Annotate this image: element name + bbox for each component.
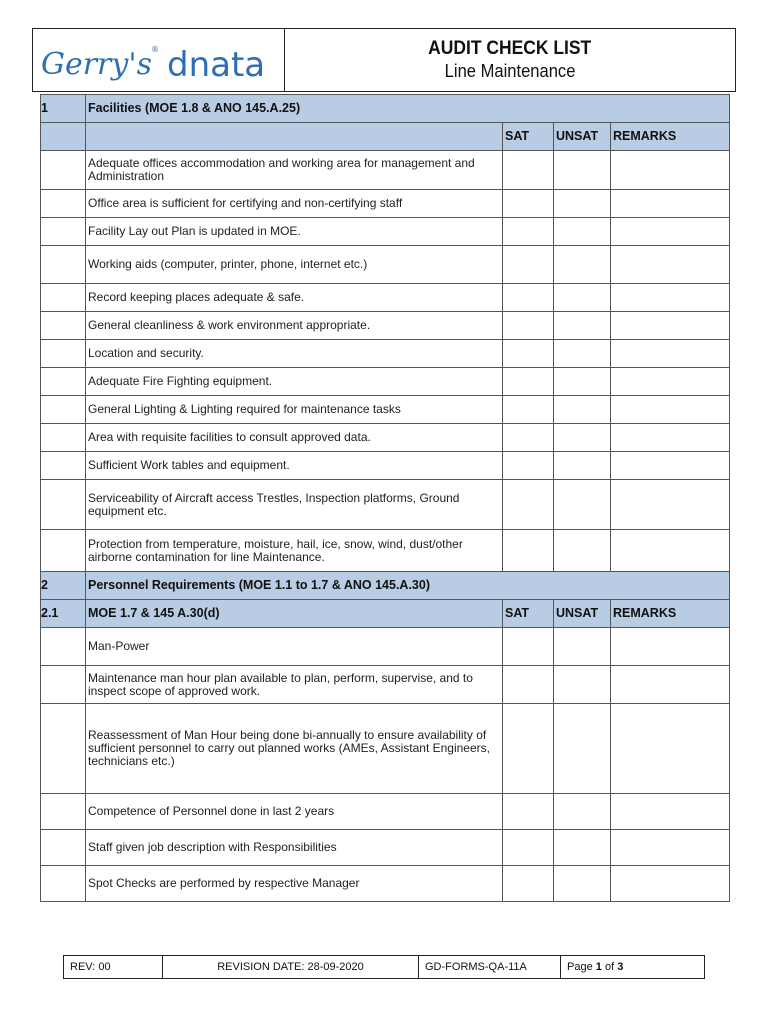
remarks-cell[interactable] bbox=[611, 368, 730, 396]
item-description: Adequate offices accommodation and working area for management and Administration bbox=[86, 151, 503, 190]
remarks-cell[interactable] bbox=[611, 794, 730, 830]
remarks-cell[interactable] bbox=[611, 190, 730, 218]
sat-header: SAT bbox=[503, 123, 554, 151]
remarks-header: REMARKS bbox=[611, 600, 730, 628]
unsat-cell[interactable] bbox=[554, 794, 611, 830]
sat-cell[interactable] bbox=[503, 666, 554, 704]
item-number-cell bbox=[41, 704, 86, 794]
item-description: Office area is sufficient for certifying and non-certifying staff bbox=[86, 190, 503, 218]
unsat-cell[interactable] bbox=[554, 151, 611, 190]
unsat-header: UNSAT bbox=[554, 123, 611, 151]
checklist-row bbox=[41, 452, 730, 480]
checklist-row bbox=[41, 666, 730, 704]
item-description: Protection from temperature, moisture, hail, ice, snow, wind, dust/other airborne contamination for line Maintenance. bbox=[86, 530, 503, 572]
section-2-1-column-header bbox=[41, 600, 730, 628]
item-description: Location and security. bbox=[86, 340, 503, 368]
item-description: Competence of Personnel done in last 2 years bbox=[86, 794, 503, 830]
checklist-row bbox=[41, 794, 730, 830]
checklist-row bbox=[41, 190, 730, 218]
revision-number: REV: 00 bbox=[64, 956, 163, 979]
sat-cell[interactable] bbox=[503, 794, 554, 830]
sat-cell[interactable] bbox=[503, 480, 554, 530]
page-of: of bbox=[604, 961, 615, 973]
checklist-row bbox=[41, 368, 730, 396]
unsat-cell[interactable] bbox=[554, 480, 611, 530]
sat-cell[interactable] bbox=[503, 530, 554, 572]
section-2-heading bbox=[41, 572, 730, 600]
checklist-row bbox=[41, 530, 730, 572]
item-number-cell bbox=[41, 480, 86, 530]
item-description: Serviceability of Aircraft access Trestles, Inspection platforms, Ground equipment etc. bbox=[86, 480, 503, 530]
item-description: Man-Power bbox=[86, 628, 503, 666]
section-number: 1 bbox=[41, 95, 86, 123]
remarks-cell[interactable] bbox=[611, 246, 730, 284]
page-current: 1 bbox=[595, 961, 602, 973]
item-number-cell bbox=[41, 628, 86, 666]
item-description: Sufficient Work tables and equipment. bbox=[86, 452, 503, 480]
sat-cell[interactable] bbox=[503, 368, 554, 396]
sat-cell[interactable] bbox=[503, 424, 554, 452]
item-description: General Lighting & Lighting required for maintenance tasks bbox=[86, 396, 503, 424]
unsat-cell[interactable] bbox=[554, 340, 611, 368]
remarks-cell[interactable] bbox=[611, 704, 730, 794]
remarks-cell[interactable] bbox=[611, 151, 730, 190]
sat-cell[interactable] bbox=[503, 452, 554, 480]
item-description: Spot Checks are performed by respective Manager bbox=[86, 866, 503, 902]
remarks-cell[interactable] bbox=[611, 480, 730, 530]
checklist-row bbox=[41, 218, 730, 246]
item-number-cell bbox=[41, 190, 86, 218]
page-prefix: Page bbox=[567, 961, 593, 973]
section-title: Personnel Requirements (MOE 1.1 to 1.7 & ANO 145.A.30) bbox=[86, 572, 730, 600]
svg-text:Gerry's: Gerry's bbox=[41, 47, 152, 82]
document-footer bbox=[63, 955, 705, 979]
remarks-cell[interactable] bbox=[611, 530, 730, 572]
sat-header: SAT bbox=[503, 600, 554, 628]
unsat-cell[interactable] bbox=[554, 246, 611, 284]
document-subtitle: Line Maintenance bbox=[444, 61, 576, 81]
item-number-cell bbox=[41, 368, 86, 396]
checklist-row bbox=[41, 340, 730, 368]
unsat-cell[interactable] bbox=[554, 312, 611, 340]
checklist-row bbox=[41, 424, 730, 452]
remarks-cell[interactable] bbox=[611, 396, 730, 424]
remarks-cell[interactable] bbox=[611, 340, 730, 368]
section-1-column-header bbox=[41, 123, 730, 151]
company-logo bbox=[39, 34, 279, 86]
remarks-cell[interactable] bbox=[611, 866, 730, 902]
blank-cell bbox=[41, 123, 86, 151]
item-number-cell bbox=[41, 794, 86, 830]
section-number: 2 bbox=[41, 572, 86, 600]
remarks-cell[interactable] bbox=[611, 284, 730, 312]
sat-cell[interactable] bbox=[503, 284, 554, 312]
page-total: 3 bbox=[617, 961, 624, 973]
unsat-cell[interactable] bbox=[554, 628, 611, 666]
remarks-cell[interactable] bbox=[611, 218, 730, 246]
checklist-row bbox=[41, 312, 730, 340]
sat-cell[interactable] bbox=[503, 396, 554, 424]
checklist-row bbox=[41, 480, 730, 530]
item-number-cell bbox=[41, 666, 86, 704]
checklist-row bbox=[41, 704, 730, 794]
svg-text:dnata: dnata bbox=[167, 45, 266, 85]
item-description: Adequate Fire Fighting equipment. bbox=[86, 368, 503, 396]
unsat-cell[interactable] bbox=[554, 190, 611, 218]
sat-cell[interactable] bbox=[503, 628, 554, 666]
sat-cell[interactable] bbox=[503, 218, 554, 246]
checklist-row bbox=[41, 866, 730, 902]
sat-cell[interactable] bbox=[503, 246, 554, 284]
sat-cell[interactable] bbox=[503, 151, 554, 190]
remarks-cell[interactable] bbox=[611, 830, 730, 866]
item-number-cell bbox=[41, 312, 86, 340]
sat-cell[interactable] bbox=[503, 830, 554, 866]
document-header bbox=[32, 28, 736, 92]
unsat-cell[interactable] bbox=[554, 530, 611, 572]
checklist-row bbox=[41, 396, 730, 424]
unsat-cell[interactable] bbox=[554, 396, 611, 424]
logo-cell bbox=[33, 29, 285, 91]
subsection-title: MOE 1.7 & 145 A.30(d) bbox=[86, 600, 503, 628]
unsat-header: UNSAT bbox=[554, 600, 611, 628]
item-number-cell bbox=[41, 218, 86, 246]
revision-date: REVISION DATE: 28-09-2020 bbox=[163, 956, 419, 979]
item-number-cell bbox=[41, 424, 86, 452]
unsat-cell[interactable] bbox=[554, 452, 611, 480]
item-number-cell bbox=[41, 452, 86, 480]
sat-cell[interactable] bbox=[503, 190, 554, 218]
section-1-heading bbox=[41, 95, 730, 123]
document-title: AUDIT CHECK LIST bbox=[428, 38, 592, 59]
checklist-row bbox=[41, 151, 730, 190]
page-number bbox=[561, 956, 705, 979]
unsat-cell[interactable] bbox=[554, 830, 611, 866]
sat-cell[interactable] bbox=[503, 312, 554, 340]
item-number-cell bbox=[41, 866, 86, 902]
form-code: GD-FORMS-QA-11A bbox=[419, 956, 561, 979]
item-number-cell bbox=[41, 284, 86, 312]
section-title: Facilities (MOE 1.8 & ANO 145.A.25) bbox=[86, 95, 730, 123]
checklist-row bbox=[41, 830, 730, 866]
unsat-cell[interactable] bbox=[554, 704, 611, 794]
item-number-cell bbox=[41, 246, 86, 284]
item-description: Maintenance man hour plan available to plan, perform, supervise, and to inspect scope of approved work. bbox=[86, 666, 503, 704]
item-description: Facility Lay out Plan is updated in MOE. bbox=[86, 218, 503, 246]
checklist-row bbox=[41, 246, 730, 284]
sat-cell[interactable] bbox=[503, 866, 554, 902]
unsat-cell[interactable] bbox=[554, 866, 611, 902]
item-number-cell bbox=[41, 530, 86, 572]
sat-cell[interactable] bbox=[503, 340, 554, 368]
subsection-number: 2.1 bbox=[41, 600, 86, 628]
unsat-cell[interactable] bbox=[554, 424, 611, 452]
unsat-cell[interactable] bbox=[554, 368, 611, 396]
item-number-cell bbox=[41, 340, 86, 368]
unsat-cell[interactable] bbox=[554, 666, 611, 704]
unsat-cell[interactable] bbox=[554, 218, 611, 246]
blank-cell bbox=[86, 123, 503, 151]
remarks-cell[interactable] bbox=[611, 452, 730, 480]
remarks-cell[interactable] bbox=[611, 628, 730, 666]
item-number-cell bbox=[41, 830, 86, 866]
remarks-cell[interactable] bbox=[611, 312, 730, 340]
remarks-header: REMARKS bbox=[611, 123, 730, 151]
unsat-cell[interactable] bbox=[554, 284, 611, 312]
sat-cell[interactable] bbox=[503, 704, 554, 794]
remarks-cell[interactable] bbox=[611, 666, 730, 704]
checklist-row bbox=[41, 628, 730, 666]
item-description: Record keeping places adequate & safe. bbox=[86, 284, 503, 312]
checklist-row bbox=[41, 284, 730, 312]
item-description: General cleanliness & work environment appropriate. bbox=[86, 312, 503, 340]
item-description: Staff given job description with Responsibilities bbox=[86, 830, 503, 866]
item-description: Reassessment of Man Hour being done bi-annually to ensure availability of sufficient personnel to carry out planned works (AMEs, Assistant Engineers, technicians etc.) bbox=[86, 704, 503, 794]
title-cell bbox=[285, 29, 735, 91]
item-number-cell bbox=[41, 396, 86, 424]
item-description: Working aids (computer, printer, phone, internet etc.) bbox=[86, 246, 503, 284]
item-number-cell bbox=[41, 151, 86, 190]
svg-text:®: ® bbox=[151, 45, 159, 54]
remarks-cell[interactable] bbox=[611, 424, 730, 452]
audit-checklist-table bbox=[40, 94, 730, 902]
item-description: Area with requisite facilities to consult approved data. bbox=[86, 424, 503, 452]
